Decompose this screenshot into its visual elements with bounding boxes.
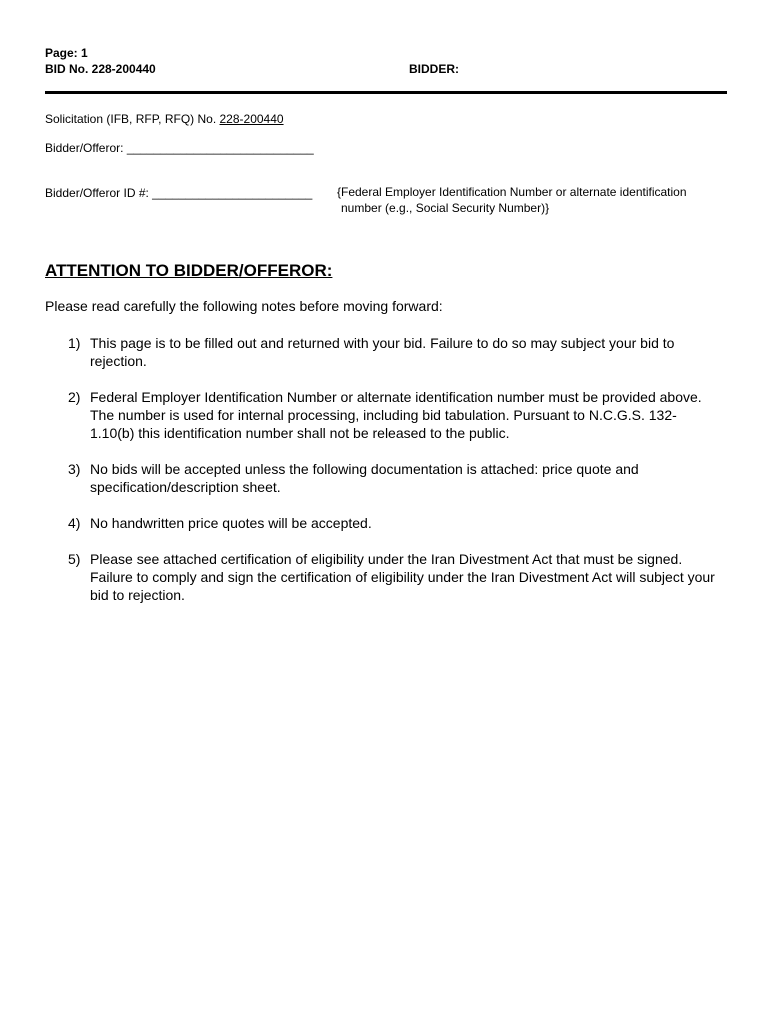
list-item — [68, 334, 718, 370]
list-item — [68, 550, 718, 604]
note-number: 2) — [68, 389, 81, 405]
fein-note — [337, 185, 717, 216]
solicitation-label: Solicitation (IFB, RFP, RFQ) No. — [45, 112, 217, 126]
list-item — [68, 514, 718, 532]
note-text: No bids will be accepted unless the following documentation is attached: price quote and specification/description sheet. — [90, 461, 639, 495]
notes-list — [68, 334, 718, 622]
note-number: 4) — [68, 515, 81, 531]
page-number: Page: 1 — [45, 46, 88, 60]
fein-note-line1: {Federal Employer Identification Number or alternate identification — [337, 185, 687, 199]
attention-heading: ATTENTION TO BIDDER/OFFEROR: — [45, 261, 333, 280]
bidder-label: BIDDER: — [409, 62, 459, 76]
attention-intro: Please read carefully the following notes before moving forward: — [45, 298, 443, 314]
note-number: 3) — [68, 461, 81, 477]
note-number: 5) — [68, 551, 81, 567]
list-item — [68, 388, 718, 442]
note-number: 1) — [68, 335, 81, 351]
note-text: This page is to be filled out and returned with your bid. Failure to do so may subject your bid to rejection. — [90, 335, 675, 369]
note-text: Federal Employer Identification Number or alternate identification number must be provided above. The number is used for internal processing, including bid tabulation. Pursuant to N.C.G.S. 132-1.10(b) this identification number shall not be released to the public. — [90, 389, 702, 441]
solicitation-line — [45, 112, 284, 127]
bidder-offeror-id-field: Bidder/Offeror ID #: ________________________ — [45, 186, 313, 200]
bidder-offeror-field: Bidder/Offeror: ____________________________ — [45, 141, 314, 155]
list-item — [68, 460, 718, 496]
note-text: Please see attached certification of eligibility under the Iran Divestment Act that must be signed. Failure to comply and sign the certification of eligibility under the Iran Divestment Act will subject your bid to rejection. — [90, 551, 715, 603]
fein-note-line2: number (e.g., Social Security Number)} — [341, 200, 550, 215]
note-text: No handwritten price quotes will be accepted. — [90, 515, 372, 531]
solicitation-number: 228-200440 — [219, 112, 284, 126]
bid-number: BID No. 228-200440 — [45, 62, 156, 76]
header-divider — [45, 91, 727, 94]
